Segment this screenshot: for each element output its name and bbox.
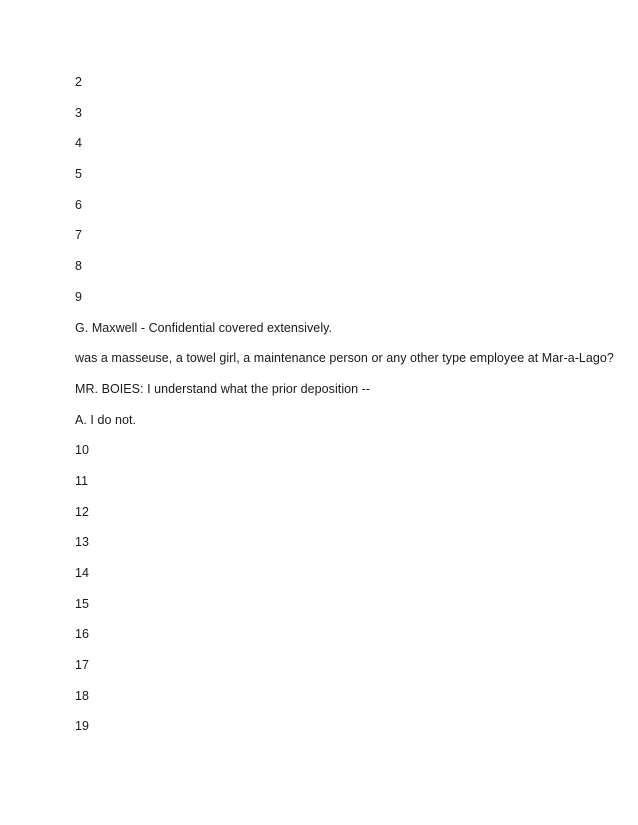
line-number: 7	[75, 228, 83, 243]
line-number: 4	[75, 136, 83, 151]
question-text: was a masseuse, a towel girl, a maintenance person or any other type employee at Mar-a-Lago?	[75, 351, 614, 366]
line-number: 6	[75, 197, 83, 212]
line-number: 19	[75, 719, 90, 734]
line-number: 3	[75, 105, 83, 120]
transcript-lines	[75, 73, 615, 748]
line-number: 17	[75, 658, 90, 673]
confidential-notice: G. Maxwell - Confidential covered extensively.	[75, 320, 333, 335]
line-number: 16	[75, 627, 90, 642]
line-number: 13	[75, 535, 90, 550]
line-number: 14	[75, 566, 90, 580]
line-number: 12	[75, 504, 90, 519]
line-number: 11	[75, 473, 89, 488]
line-number: 9	[75, 289, 83, 304]
speaker-statement: MR. BOIES: I understand what the prior deposition --	[75, 381, 371, 396]
line-number: 5	[75, 167, 83, 182]
answer-text: A. I do not.	[75, 412, 137, 427]
line-number: 10	[75, 443, 90, 458]
line-number: 8	[75, 259, 83, 274]
line-number: 2	[75, 75, 83, 89]
line-number: 18	[75, 688, 90, 703]
line-number: 15	[75, 596, 90, 611]
